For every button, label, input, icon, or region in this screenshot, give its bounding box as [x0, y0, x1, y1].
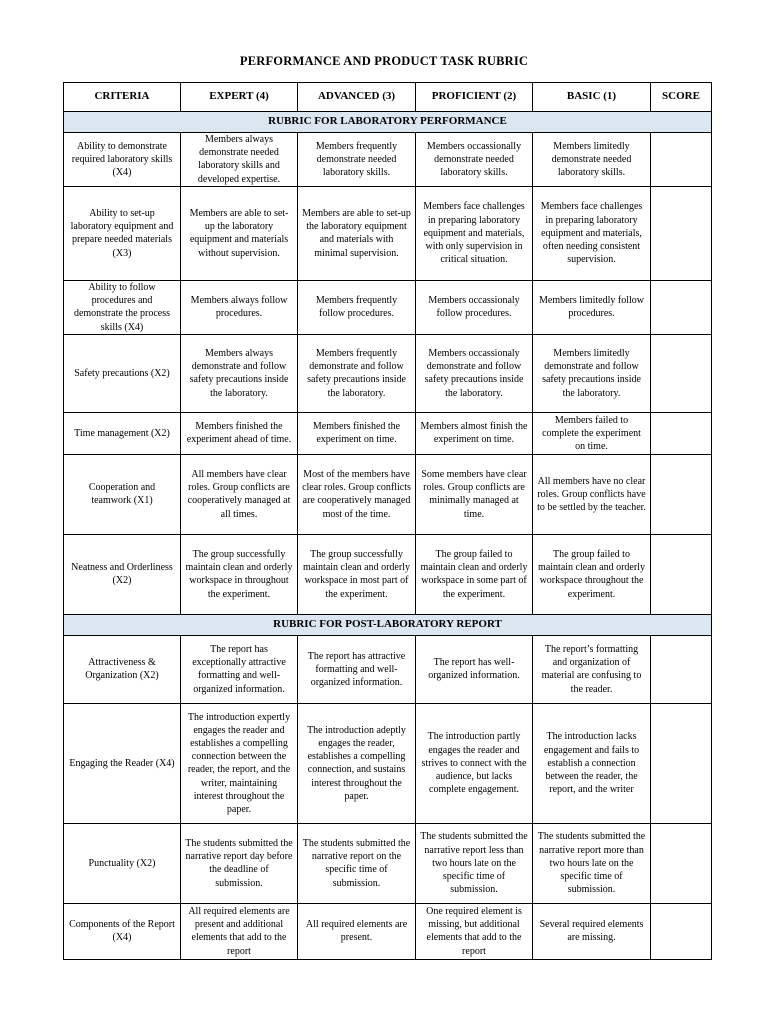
criteria-cell: Safety precautions (X2): [64, 334, 181, 412]
header-criteria: CRITERIA: [64, 83, 181, 112]
expert-cell: Members always follow procedures.: [181, 280, 298, 334]
expert-cell: The report has exceptionally attractive formatting and well-organized information.: [181, 635, 298, 703]
header-proficient: PROFICIENT (2): [416, 83, 533, 112]
expert-cell: Members always demonstrate and follow safety precautions inside the laboratory.: [181, 334, 298, 412]
proficient-cell: Members occassionaly follow procedures.: [416, 280, 533, 334]
section-header-row: [64, 112, 712, 133]
section-header-row: [64, 614, 712, 635]
table-row: [64, 635, 712, 703]
proficient-cell: The introduction partly engages the reader and strives to connect with the audience, but lacks complete engagement.: [416, 703, 533, 823]
proficient-cell: The report has well-organized information.: [416, 635, 533, 703]
advanced-cell: Members frequently demonstrate and follow safety precautions inside the laboratory.: [298, 334, 416, 412]
expert-cell: The students submitted the narrative report day before the deadline of submission.: [181, 823, 298, 903]
advanced-cell: Members are able to set-up the laboratory equipment and materials with minimal supervision.: [298, 186, 416, 280]
criteria-cell: Time management (X2): [64, 412, 181, 454]
advanced-cell: Members finished the experiment on time.: [298, 412, 416, 454]
expert-cell: All members have clear roles. Group conflicts are cooperatively managed at all times.: [181, 454, 298, 534]
basic-cell: All members have no clear roles. Group conflicts have to be settled by the teacher.: [533, 454, 651, 534]
header-row: [64, 83, 712, 112]
criteria-cell: Engaging the Reader (X4): [64, 703, 181, 823]
table-row: [64, 280, 712, 334]
score-cell[interactable]: [651, 133, 712, 187]
basic-cell: Members face challenges in preparing laboratory equipment and materials, often needing consistent supervision.: [533, 186, 651, 280]
expert-cell: Members finished the experiment ahead of time.: [181, 412, 298, 454]
score-cell[interactable]: [651, 823, 712, 903]
table-row: [64, 454, 712, 534]
score-cell[interactable]: [651, 635, 712, 703]
advanced-cell: All required elements are present.: [298, 903, 416, 959]
advanced-cell: The report has attractive formatting and well-organized information.: [298, 635, 416, 703]
criteria-cell: Cooperation and teamwork (X1): [64, 454, 181, 534]
score-cell[interactable]: [651, 334, 712, 412]
proficient-cell: Members face challenges in preparing laboratory equipment and materials, with only supervision in critical situation.: [416, 186, 533, 280]
table-row: [64, 703, 712, 823]
basic-cell: Several required elements are missing.: [533, 903, 651, 959]
proficient-cell: One required element is missing, but additional elements that add to the report: [416, 903, 533, 959]
criteria-cell: Components of the Report (X4): [64, 903, 181, 959]
table-row: [64, 186, 712, 280]
proficient-cell: The group failed to maintain clean and orderly workspace in some part of the experiment.: [416, 534, 533, 614]
advanced-cell: Most of the members have clear roles. Group conflicts are cooperatively managed most of the time.: [298, 454, 416, 534]
score-cell[interactable]: [651, 534, 712, 614]
basic-cell: Members failed to complete the experiment on time.: [533, 412, 651, 454]
table-row: [64, 823, 712, 903]
advanced-cell: The group successfully maintain clean and orderly workspace in most part of the experiment.: [298, 534, 416, 614]
score-cell[interactable]: [651, 703, 712, 823]
proficient-cell: The students submitted the narrative report less than two hours late on the specific time of submission.: [416, 823, 533, 903]
section-title: RUBRIC FOR POST-LABORATORY REPORT: [64, 614, 712, 635]
score-cell[interactable]: [651, 412, 712, 454]
score-cell[interactable]: [651, 454, 712, 534]
expert-cell: All required elements are present and additional elements that add to the report: [181, 903, 298, 959]
basic-cell: Members limitedly demonstrate needed laboratory skills.: [533, 133, 651, 187]
basic-cell: The students submitted the narrative report more than two hours late on the specific time of submission.: [533, 823, 651, 903]
header-score: SCORE: [651, 83, 712, 112]
table-row: [64, 412, 712, 454]
criteria-cell: Ability to set-up laboratory equipment and prepare needed materials (X3): [64, 186, 181, 280]
proficient-cell: Members occassionaly demonstrate and follow safety precautions inside the laboratory.: [416, 334, 533, 412]
criteria-cell: Neatness and Orderliness (X2): [64, 534, 181, 614]
header-advanced: ADVANCED (3): [298, 83, 416, 112]
criteria-cell: Punctuality (X2): [64, 823, 181, 903]
basic-cell: The report’s formatting and organization of material are confusing to the reader.: [533, 635, 651, 703]
proficient-cell: Some members have clear roles. Group conflicts are minimally managed at time.: [416, 454, 533, 534]
header-expert: EXPERT (4): [181, 83, 298, 112]
basic-cell: Members limitedly follow procedures.: [533, 280, 651, 334]
basic-cell: Members limitedly demonstrate and follow safety precautions inside the laboratory.: [533, 334, 651, 412]
expert-cell: The group successfully maintain clean and orderly workspace in throughout the experiment.: [181, 534, 298, 614]
basic-cell: The introduction lacks engagement and fails to establish a connection between the reader, the report, and the writer: [533, 703, 651, 823]
criteria-cell: Ability to follow procedures and demonstrate the process skills (X4): [64, 280, 181, 334]
advanced-cell: The introduction adeptly engages the reader, establishes a compelling connection, and sustains interest throughout the paper.: [298, 703, 416, 823]
document-title: PERFORMANCE AND PRODUCT TASK RUBRIC: [239, 54, 529, 68]
expert-cell: Members always demonstrate needed laboratory skills and developed expertise.: [181, 133, 298, 187]
expert-cell: Members are able to set-up the laboratory equipment and materials without supervision.: [181, 186, 298, 280]
proficient-cell: Members almost finish the experiment on time.: [416, 412, 533, 454]
rubric-table: [63, 82, 712, 960]
table-row: [64, 534, 712, 614]
advanced-cell: Members frequently follow procedures.: [298, 280, 416, 334]
table-row: [64, 334, 712, 412]
advanced-cell: The students submitted the narrative report on the specific time of submission.: [298, 823, 416, 903]
criteria-cell: Ability to demonstrate required laboratory skills (X4): [64, 133, 181, 187]
table-row: [64, 133, 712, 187]
section-title: RUBRIC FOR LABORATORY PERFORMANCE: [64, 112, 712, 133]
score-cell[interactable]: [651, 186, 712, 280]
score-cell[interactable]: [651, 903, 712, 959]
score-cell[interactable]: [651, 280, 712, 334]
header-basic: BASIC (1): [533, 83, 651, 112]
advanced-cell: Members frequently demonstrate needed laboratory skills.: [298, 133, 416, 187]
proficient-cell: Members occassionally demonstrate needed laboratory skills.: [416, 133, 533, 187]
expert-cell: The introduction expertly engages the reader and establishes a compelling connection between the reader, the report, and the writer, maintaining interest throughout the paper.: [181, 703, 298, 823]
basic-cell: The group failed to maintain clean and orderly workspace throughout the experiment.: [533, 534, 651, 614]
criteria-cell: Attractiveness & Organization (X2): [64, 635, 181, 703]
table-row: [64, 903, 712, 959]
